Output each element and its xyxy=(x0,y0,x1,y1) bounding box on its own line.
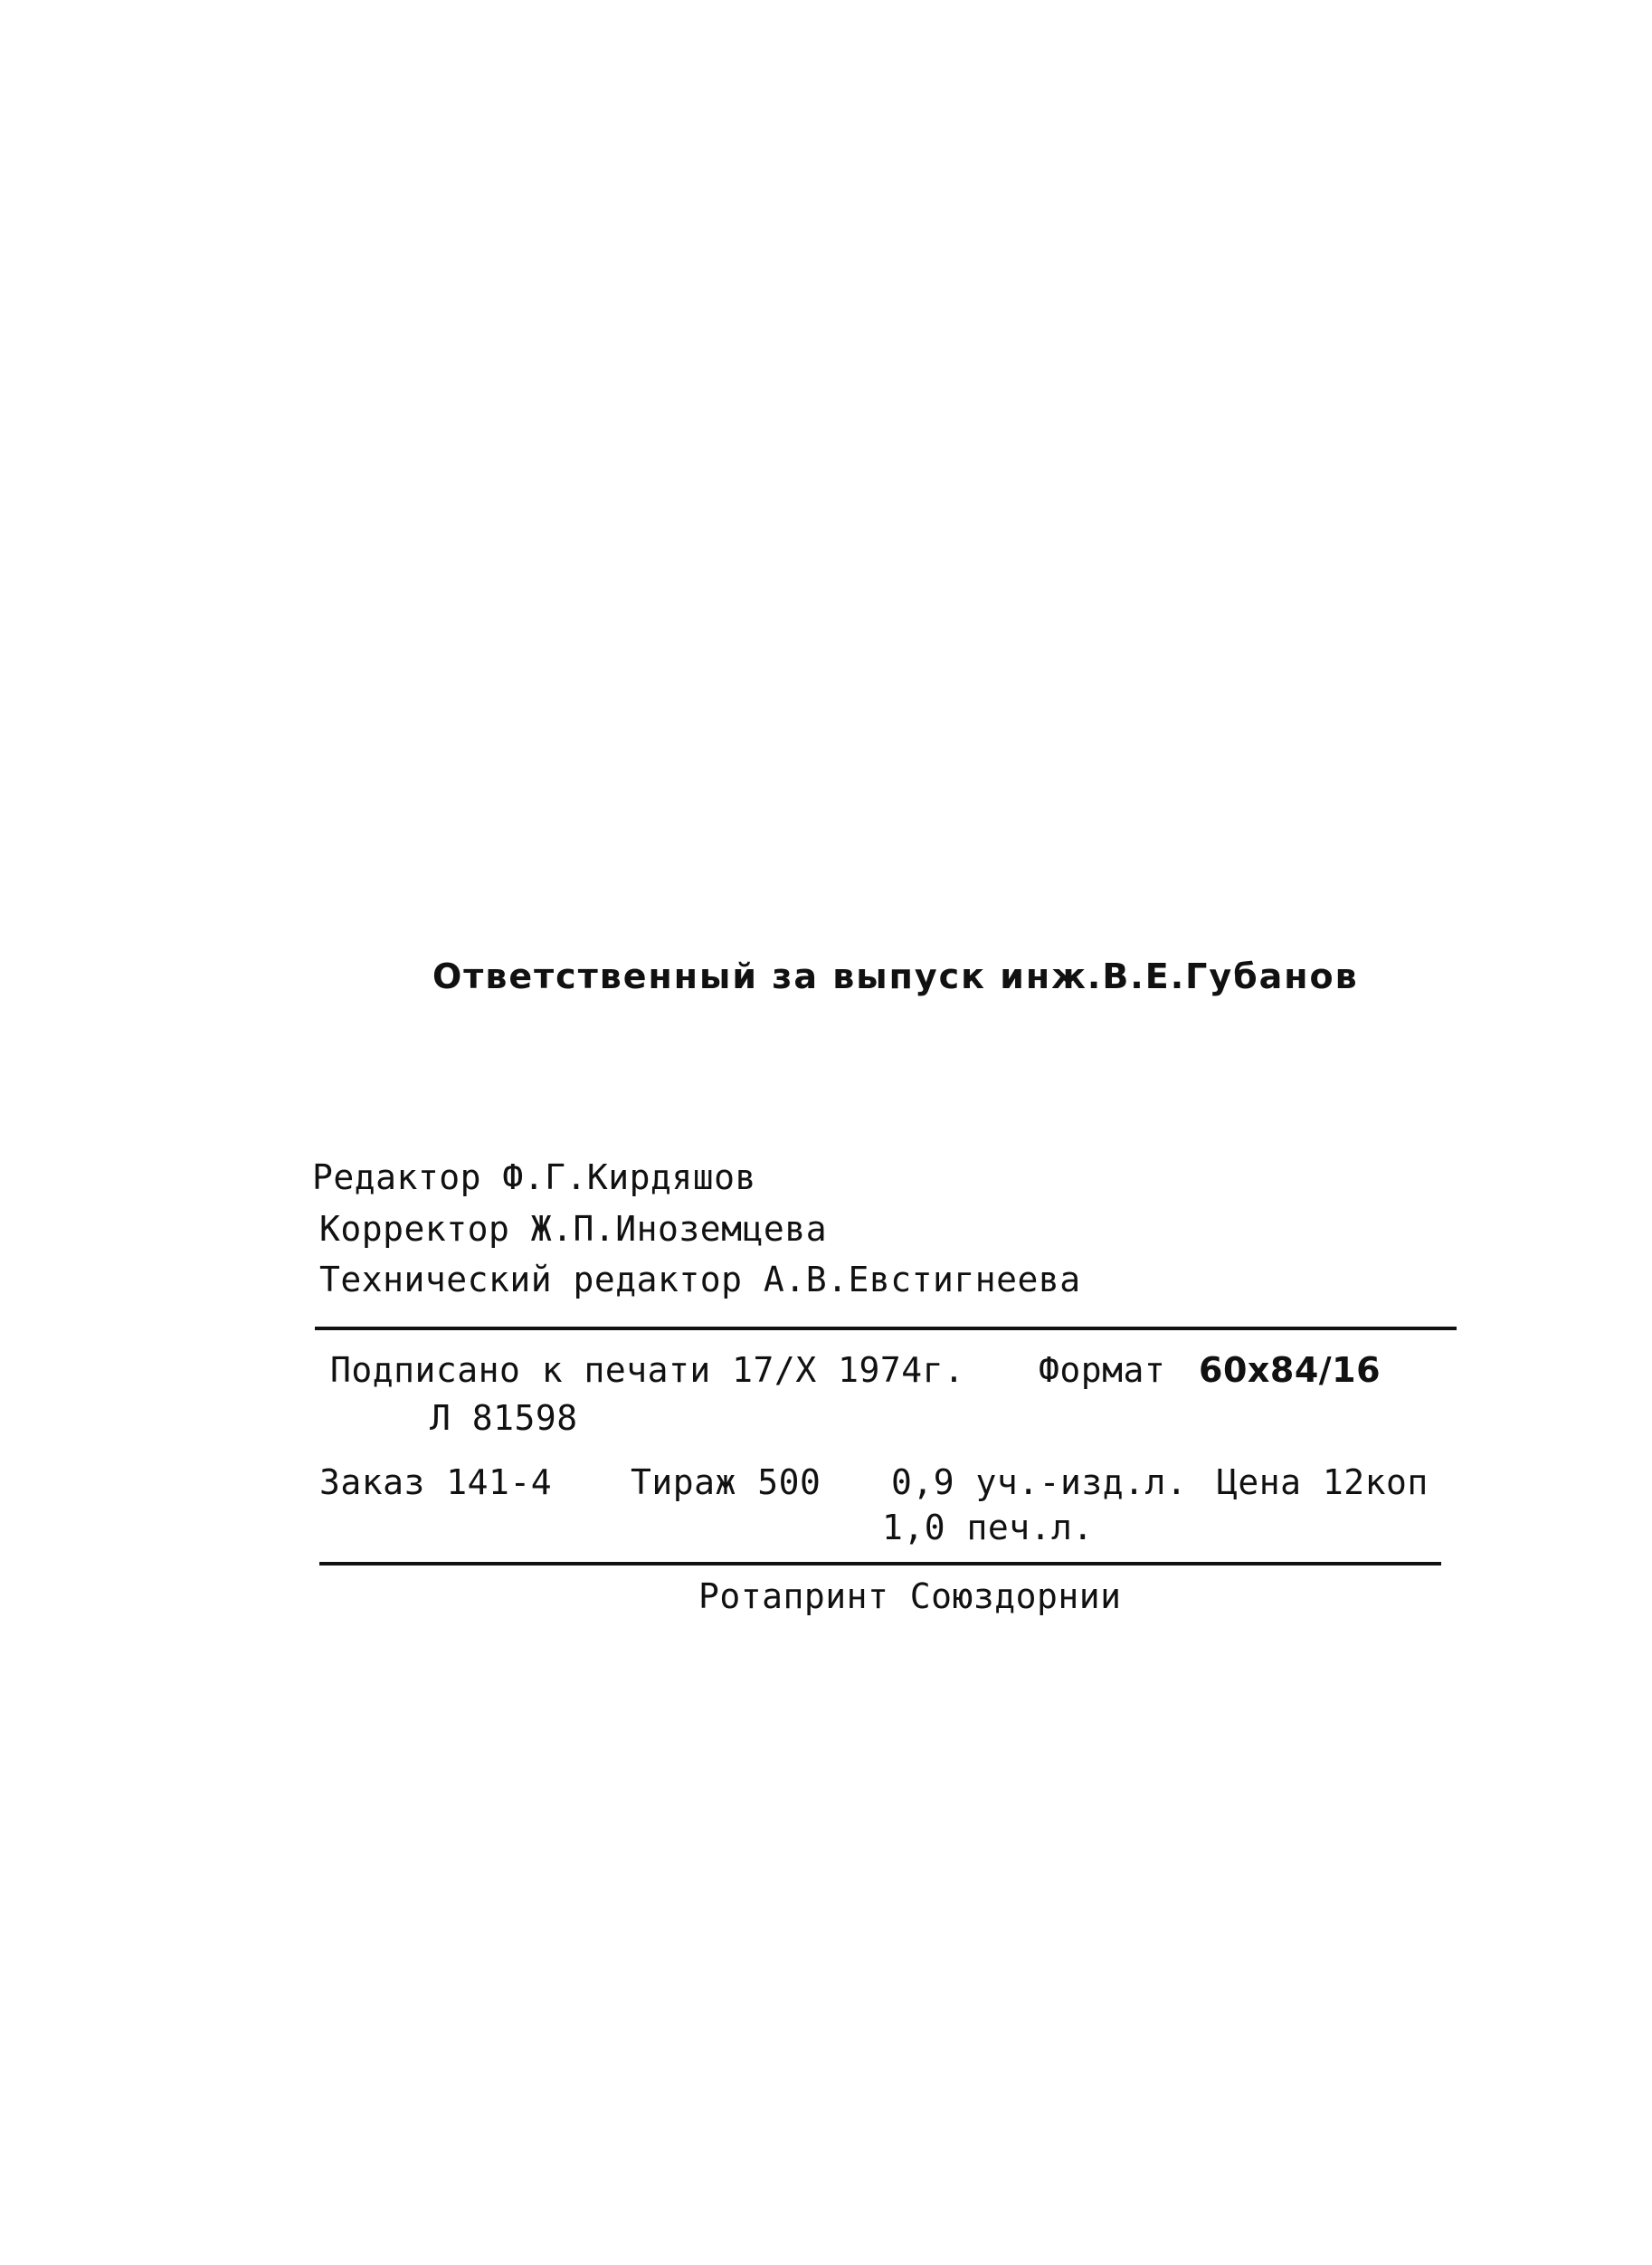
order-line: Заказ 141-4 xyxy=(319,1462,553,1502)
license-line: Л 81598 xyxy=(430,1398,578,1438)
responsible-line: Ответственный за выпуск инж.В.Е.Губанов xyxy=(432,956,1359,996)
proofreader-line: Корректор Ж.П.Иноземцева xyxy=(319,1209,828,1249)
format-label: Формат xyxy=(1039,1350,1166,1390)
pub-sheets-line: 0,9 уч.-изд.л. xyxy=(891,1462,1188,1502)
price-line: Цена 12коп xyxy=(1217,1462,1429,1502)
run-line: Тираж 500 xyxy=(631,1462,821,1502)
top-divider xyxy=(315,1327,1457,1330)
editor-line: Редактор Ф.Г.Кирдяшов xyxy=(312,1157,756,1197)
print-sheets-line: 1,0 печ.л. xyxy=(882,1508,1094,1547)
bottom-divider xyxy=(319,1562,1441,1566)
printer-line: Ротапринт Союздорнии xyxy=(698,1576,1122,1616)
tech-editor-line: Технический редактор А.В.Евстигнеева xyxy=(319,1260,1081,1299)
format-value: 60х84/16 xyxy=(1199,1350,1381,1390)
signed-line: Подписано к печати 17/Х 1974г. xyxy=(330,1350,965,1390)
